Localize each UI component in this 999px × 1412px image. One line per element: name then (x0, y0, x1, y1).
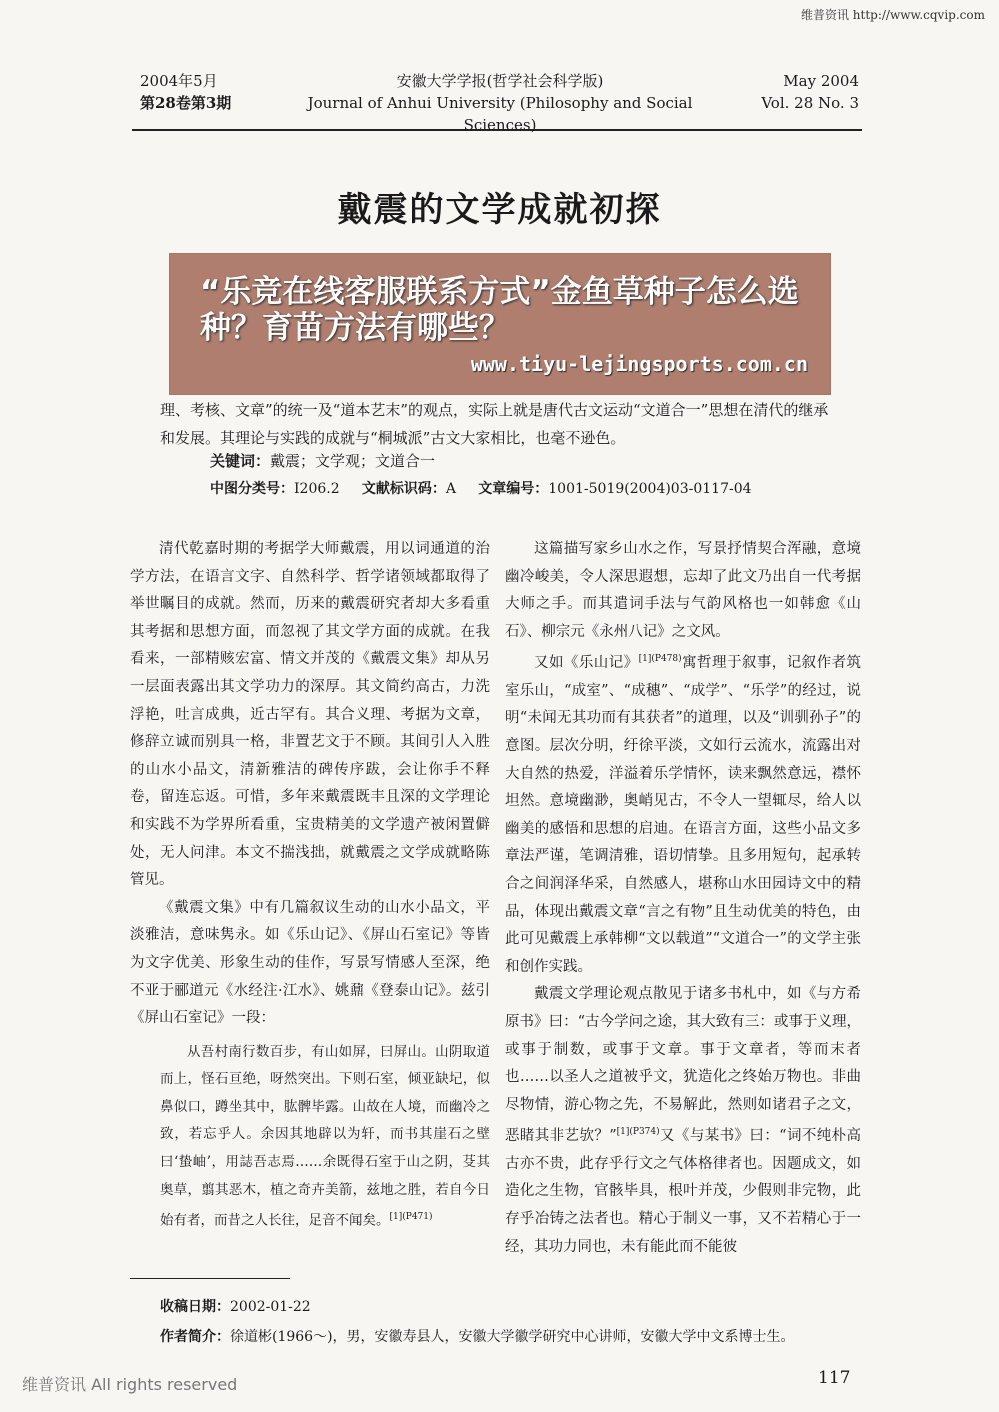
body-column-left (130, 536, 490, 1235)
citation-ref: [1](P374) (616, 1127, 660, 1138)
issue-volume-cn: 第28卷第3期 (140, 94, 232, 112)
abstract-text: 理、考核、文章”的统一及“道本艺末”的观点，实际上就是唐代古文运动“文道合一”思想在清代的继承和发展。其理论与实践的成就与“桐城派”古文大家相比，也毫不逊色。 (160, 401, 829, 447)
page-number: 117 (818, 1368, 851, 1388)
watermark: 维普资讯 All rights reserved (22, 1375, 238, 1394)
abstract (160, 396, 842, 452)
body-column-right (505, 536, 861, 1261)
header-right (761, 70, 859, 114)
paragraph (505, 646, 861, 981)
keywords-label: 关键词： (210, 452, 271, 470)
overlay-banner[interactable] (170, 254, 830, 394)
received-label: 收稿日期： (160, 1299, 230, 1315)
paragraph-text: 戴震文学理论观点散见于诸多书札中，如《与方希原书》曰：“古今学问之途，其大致有三：或事于义理，或事于制数，或事于文章。事于文章者，等而末者也……以圣人之道被乎文，犹造化之终始万物也。非曲尽物情，游心物之先，不易解此，然则如诸君子之文，恶睹其非艺欤？” (505, 986, 861, 1145)
paragraph: 这篇描写家乡山水之作，写景抒情契合浑融，意境幽冷峻美，令人深思遐想，忘却了此文乃出自一代考据大师之手。而其遣词手法与气韵风格也一如韩愈《山石》、柳宗元《永州八记》之文风。 (505, 541, 861, 640)
paragraph-text: 寓哲理于叙事，记叙作者筑室乐山，“成室”、“成穗”、“成学”、“乐学”的经过，说明“未闻无其功而有其获者”的道理，以及“训驯孙子”的意图。层次分明，纡徐平淡，文如行云流水，流露出对大自然的热爱，洋溢着乐学情怀，读来飘然意远，襟怀坦然。意境幽渺，奥峭见古，不令人一望辄尽，给人以幽美的感悟和思想的启迪。在语言方面，这些小品文多章法严谨，笔调清雅，语切情挚。且多用短句，起承转合之间润泽华采，自然感人，堪称山水田园诗文中的精品，体现出戴震文章“言之有物”且生动优美的特色，由此可见戴震上承韩柳“文以载道”“文道合一”的文学主张和创作实践。 (505, 655, 862, 975)
doc-code-label: 文献标识码： (361, 481, 446, 497)
paragraph-text: 又《与某书》曰：“词不纯朴高古亦不贵，此存乎行文之气体格律者也。因题成文，如造化之生物，官骸毕具，根叶并茂，少假则非完物，此存乎冶铸之法者也。精心于制义一事，又不若精心于一经，其功力同也，未有能此而不能彼 (505, 1128, 861, 1255)
author-value: 徐道彬(1966～)，男，安徽寿县人，安徽大学徽学研究中心讲师，安徽大学中文系博士生。 (230, 1329, 795, 1345)
keywords-text: 戴震；文学观；文道合一 (270, 452, 436, 470)
doc-code-value: A (445, 481, 456, 497)
article-title: 戴震的文学成就初探 (337, 190, 662, 230)
quote-text: 从吾村南行数百步，有山如屏，曰屏山。山阴取道而上，怪石亘绝，呀然突出。下则石室，倾亚缺圮，似鼻似口，蹲坐其中，肱髀毕露。山故在人境，而幽冷之致，若忘乎人。余因其地辟以为轩，而书其崖石之壁曰‘蛰岫’，用誌吾志焉……余既得石室于山之阴，芟其奥草，翦其恶木，植之奇卉美箭，兹地之胜，若自今日始有者，而昔之人长往，足音不闻矣。 (160, 1043, 490, 1229)
banner-url[interactable]: www.tiyu-lejingsports.com.cn (470, 352, 808, 376)
header-divider (132, 129, 862, 131)
issue-date-en: May 2004 (783, 72, 859, 90)
author-info (160, 1326, 795, 1346)
keywords (210, 450, 435, 471)
paragraph-text: 又如《乐山记》 (534, 655, 639, 672)
author-label: 作者简介： (160, 1329, 230, 1345)
source-stamp: 维普资讯 http://www.cqvip.com (800, 8, 985, 22)
paragraph (505, 981, 861, 1261)
clc-label: 中图分类号： (210, 481, 294, 497)
banner-text: “乐竞在线客服联系方式”金鱼草种子怎么选种？育苗方法有哪些？ (200, 274, 799, 346)
article-number-value: 1001-5019(2004)03-0117-04 (548, 481, 752, 497)
received-date (160, 1296, 311, 1316)
header-center (290, 70, 710, 136)
journal-name-en: Journal of Anhui University (Philosophy and Social Sciences) (307, 94, 693, 134)
issue-date-cn: 2004年5月 (140, 72, 218, 90)
header-left (140, 70, 231, 114)
clc-value: I206.2 (294, 481, 340, 497)
received-value: 2002-01-22 (230, 1299, 311, 1315)
block-quote (160, 1039, 490, 1236)
paragraph: 《戴震文集》中有几篇叙议生动的山水小品文，平淡雅洁，意味隽永。如《乐山记》、《屏山石室记》等皆为文字优美、形象生动的佳作，写景写情感人至深，绝不亚于郦道元《水经注·江水》、姚鼐《登泰山记》。兹引《屏山石室记》一段： (130, 899, 490, 1027)
citation-ref: [1](P471) (389, 1212, 433, 1223)
issue-volume-en: Vol. 28 No. 3 (761, 94, 859, 112)
classification-line (210, 478, 752, 498)
article-number-label: 文章编号： (478, 481, 549, 497)
journal-name-cn: 安徽大学学报(哲学社会科学版) (396, 72, 604, 90)
footnote-divider (130, 1278, 290, 1279)
paragraph: 清代乾嘉时期的考据学大师戴震，用以词通道的治学方法，在语言文字、自然科学、哲学诸领域都取得了举世瞩目的成就。然而，历来的戴震研究者却大多看重其考据和思想方面，而忽视了其文学方面的成就。在我看来，一部精赅宏富、情文并茂的《戴震文集》却从另一层面表露出其文学功力的深厚。其文简约高古，力洗浮艳，吐言成典，近古罕有。其合义理、考据为文章，修辞立诚而别具一格，非置艺文于不顾。其间引人入胜的山水小品文，清新雅洁的碑传序跋，会让你手不释卷，留连忘返。可惜，多年来戴震既丰且深的文学理论和实践不为学界所看重，宝贵精美的文学遗产被闲置僻处，无人问津。本文不揣浅拙，就戴震之文学成就略陈管见。 (130, 541, 490, 889)
citation-ref: [1](P478) (638, 654, 682, 665)
